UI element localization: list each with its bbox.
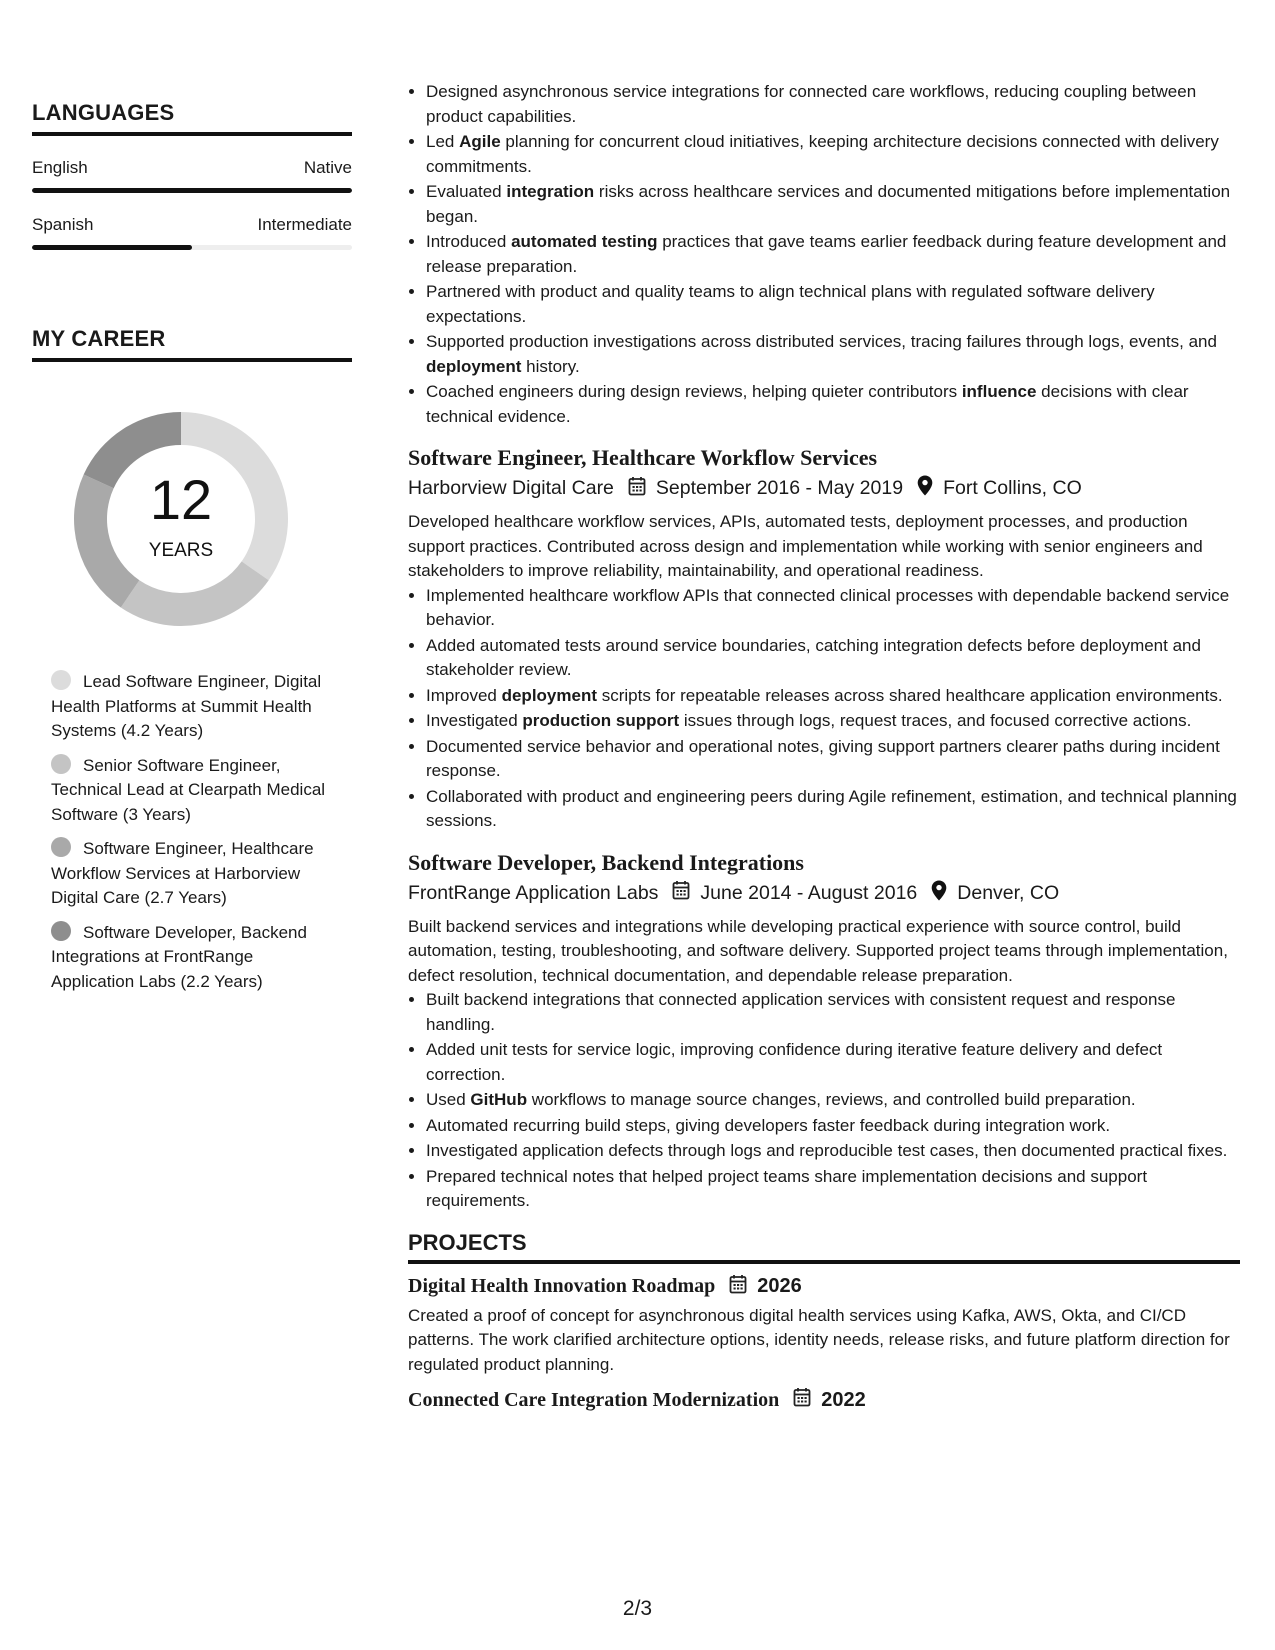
career-role-label: Lead Software Engineer, Digital Health Platforms at Summit Health Systems (4.2 Years): [51, 672, 322, 740]
bullet-text: Investigated: [426, 711, 523, 730]
bullet-text: Designed asynchronous service integrations for connected care workflows, reducing coupling between product capabilities.: [426, 82, 1197, 126]
career-legend-item: [51, 670, 331, 744]
job-bullets: [408, 988, 1240, 1214]
bullet-item: [426, 230, 1240, 279]
career-title: MY CAREER: [32, 326, 352, 362]
bullet-item: [426, 80, 1240, 129]
language-level: Native: [303, 158, 352, 177]
bullet-text: decisions with clear technical evidence.: [426, 382, 1189, 426]
bullet-text: Coached engineers during design reviews, helping quieter contributors: [426, 382, 962, 401]
career-role-label: Senior Software Engineer, Technical Lead at Clearpath Medical Software (3 Years): [51, 755, 326, 824]
bullet-item: [426, 709, 1240, 734]
career-legend-item: [51, 837, 331, 911]
job-dates: September 2016 - May 2019: [655, 477, 904, 499]
sidebar: [32, 100, 352, 1004]
career-role-label: Software Engineer, Healthcare Workflow Services at Harborview Digital Care (2.7 Years): [51, 839, 314, 907]
location-pin-icon: [931, 880, 947, 907]
job-description: Built backend services and integrations while developing practical experience with source control, build automation, testing, troubleshooting, and software delivery. Supported project teams through implementation, defect resolution, technical documentation, and dependable release preparation.: [408, 916, 1228, 985]
bullet-text: Evaluated: [426, 182, 507, 201]
project-name: Digital Health Innovation Roadmap: [408, 1275, 716, 1297]
bullet-text: Implemented healthcare workflow APIs that connected clinical processes with dependable backend service behavior.: [426, 585, 1230, 629]
job-title: Software Engineer, Healthcare Workflow Services: [408, 445, 878, 470]
bullet-text: history.: [521, 356, 580, 376]
job-title: Software Developer, Backend Integrations: [408, 849, 804, 875]
bullet-item: [426, 1088, 1240, 1113]
experience-list: [408, 445, 1240, 1214]
bullet-text: Investigated application defects through logs and reproducible test cases, then documented practical fixes.: [426, 1141, 1228, 1160]
bullet-keyword: automated testing: [511, 232, 658, 251]
job-bullets: [408, 584, 1240, 834]
project-name: Connected Care Integration Modernization: [408, 1388, 780, 1411]
bullet-item: [426, 634, 1240, 683]
language-name: Spanish: [32, 215, 94, 234]
job-meta: [408, 475, 1240, 502]
bullet-text: Introduced: [426, 232, 512, 251]
calendar-icon: [729, 1274, 747, 1300]
language-level: Intermediate: [257, 215, 352, 234]
bullet-text: Used: [426, 1090, 471, 1109]
bullet-item: [426, 684, 1240, 709]
donut-segment: [121, 561, 269, 626]
job-description: Developed healthcare workflow services, APIs, automated tests, deployment processes, and production support practices. Contributed across design and implementation while working with senior engineers and stakeholders to improve reliability, maintainability, and operational readiness.: [408, 512, 1203, 580]
language-name: English: [32, 158, 88, 177]
language-proficiency-bar: [32, 188, 352, 193]
career-legend: [51, 670, 331, 994]
bullet-item: [426, 380, 1240, 429]
job-company: FrontRange Application Labs: [408, 881, 659, 904]
languages-title: LANGUAGES: [32, 100, 352, 136]
project-year: 2026: [757, 1275, 802, 1297]
bullet-text: Collaborated with product and engineering peers during Agile refinement, estimation, and technical planning sessions.: [426, 786, 1237, 830]
bullet-text: workflows to manage source changes, reviews, and controlled build preparation.: [527, 1090, 1136, 1109]
bullet-text: Added automated tests around service boundaries, catching integration defects before deployment and stakeholder review.: [426, 635, 1201, 679]
career-role-label: Software Developer, Backend Integrations at FrontRange Application Labs (2.2 Years): [51, 922, 307, 991]
legend-dot-icon: [51, 670, 71, 690]
job-meta: [408, 880, 1240, 907]
bullet-text: Partnered with product and quality teams to align technical plans with regulated software delivery expectations.: [426, 282, 1155, 326]
project-header: [408, 1387, 1240, 1413]
project-header: [408, 1274, 1240, 1300]
bullet-item: [426, 280, 1240, 329]
bullet-keyword: GitHub: [470, 1090, 528, 1109]
language-proficiency-bar: [32, 245, 352, 250]
job-location: Denver, CO: [957, 881, 1060, 904]
previous-job-bullets: [408, 80, 1240, 429]
bullet-text: scripts for repeatable releases across shared healthcare application environments.: [597, 685, 1223, 705]
bullet-keyword: deployment: [426, 356, 522, 376]
calendar-icon: [672, 880, 690, 906]
career-legend-item: [51, 754, 331, 828]
bullet-item: [426, 1038, 1240, 1087]
bullet-text: Added unit tests for service logic, improving confidence during iterative feature delivery and defect correction.: [426, 1040, 1163, 1084]
bullet-text: Improved: [426, 685, 502, 705]
bullet-keyword: integration: [506, 182, 595, 201]
legend-dot-icon: [51, 837, 71, 857]
bullet-item: [426, 1114, 1240, 1139]
bullet-item: [426, 180, 1240, 229]
languages-list: [32, 158, 352, 250]
legend-dot-icon: [51, 921, 71, 941]
language-row: [32, 158, 352, 178]
job-location: Fort Collins, CO: [943, 477, 1082, 499]
bullet-text: practices that gave teams earlier feedback during feature development and release preparation.: [426, 232, 1227, 276]
bullet-text: Automated recurring build steps, giving developers faster feedback during integration work.: [426, 1115, 1111, 1135]
bullet-keyword: production support: [522, 711, 680, 730]
job-dates: June 2014 - August 2016: [700, 881, 918, 904]
language-proficiency-fill: [32, 245, 192, 250]
bullet-text: Supported production investigations across distributed services, tracing failures through logs, events, and: [426, 332, 1217, 351]
projects-list: [408, 1274, 1240, 1414]
calendar-icon: [793, 1387, 811, 1413]
career-years-label: YEARS: [148, 540, 214, 561]
language-proficiency-fill: [32, 188, 352, 193]
bullet-item: [426, 130, 1240, 179]
bullet-keyword: Agile: [459, 132, 501, 151]
bullet-text: planning for concurrent cloud initiatives, keeping architecture decisions connected with delivery commitments.: [426, 132, 1219, 176]
bullet-item: [426, 1139, 1240, 1164]
career-legend-item: [51, 921, 331, 995]
language-row: [32, 215, 352, 235]
main-content: [408, 80, 1240, 1417]
bullet-text: Prepared technical notes that helped project teams share implementation decisions and support requirements.: [426, 1166, 1148, 1210]
bullet-keyword: deployment: [501, 685, 597, 705]
bullet-item: [426, 330, 1240, 379]
job-company: Harborview Digital Care: [408, 477, 614, 499]
bullet-item: [426, 1165, 1240, 1214]
page-number: 2/3: [622, 1597, 653, 1620]
project-year: 2022: [821, 1388, 866, 1411]
bullet-item: [426, 735, 1240, 784]
calendar-icon: [628, 476, 646, 502]
career-donut-chart: [66, 404, 296, 634]
bullet-item: [426, 988, 1240, 1037]
bullet-item: [426, 584, 1240, 633]
project-description: Created a proof of concept for asynchronous digital health services using Kafka, AWS, Okta, and CI/CD patterns. The work clarified architecture options, identity needs, release risks, and future platform direction for regulated product planning.: [408, 1305, 1230, 1374]
bullet-text: Led: [426, 132, 460, 151]
location-pin-icon: [917, 475, 933, 502]
projects-title: PROJECTS: [408, 1230, 1240, 1264]
legend-dot-icon: [51, 754, 71, 774]
career-total-years: 12: [149, 468, 213, 531]
bullet-text: Documented service behavior and operational notes, giving support partners clearer paths during incident response.: [426, 736, 1220, 780]
bullet-item: [426, 785, 1240, 834]
bullet-text: Built backend integrations that connected application services with consistent request and response handling.: [426, 990, 1176, 1034]
bullet-text: risks across healthcare services and documented mitigations before implementation began.: [426, 182, 1231, 226]
bullet-text: issues through logs, request traces, and focused corrective actions.: [679, 711, 1192, 730]
bullet-keyword: influence: [961, 382, 1037, 401]
